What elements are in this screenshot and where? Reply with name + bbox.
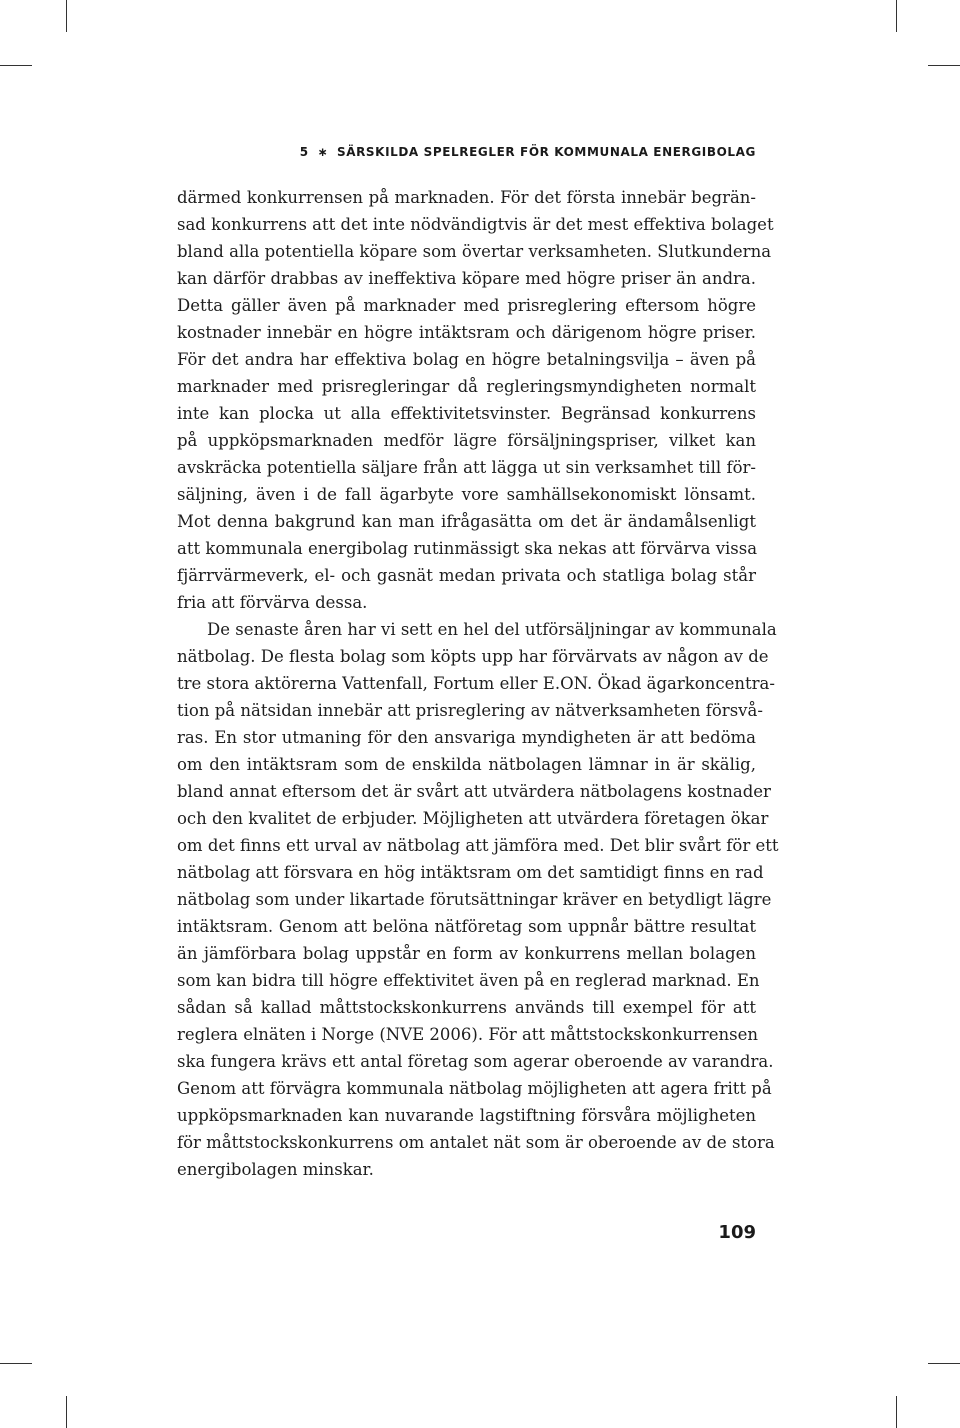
text-line: marknader med prisregleringar då regleringsmyndigheten normalt [177,377,756,396]
text-line: Mot denna bakgrund kan man ifrågasätta om det är ändamålsenligt [177,512,756,531]
text-line: inte kan plocka ut alla effektivitetsvinster. Begränsad konkurrens [177,404,756,423]
text-line: Genom att förvägra kommunala nätbolag möjligheten att agera fritt på [177,1079,772,1098]
text-line: Detta gäller även på marknader med prisreglering eftersom högre [177,296,756,315]
text-line: nätbolag. De flesta bolag som köpts upp har förvärvats av någon av de [177,647,769,666]
text-line: kan därför drabbas av ineffektiva köpare med högre priser än andra. [177,269,756,288]
crop-mark-top-right [896,0,897,32]
text-line: bland alla potentiella köpare som övertar verksamheten. Slutkunderna [177,242,772,261]
text-line: avskräcka potentiella säljare från att lägga ut sin verksamhet till för- [177,458,756,477]
separator-star: ∗ [317,145,329,159]
text-line: nätbolag som under likartade förutsättningar kräver en betydligt lägre [177,890,772,909]
text-line: De senaste åren har vi sett en hel del utförsäljningar av kommunala [207,620,777,639]
text-line: fjärrvärmeverk, el- och gasnät medan privata och statliga bolag står [177,566,756,585]
crop-mark-bottom-left-h [0,1363,32,1364]
crop-mark-top-left-h [0,65,32,66]
text-line: reglera elnäten i Norge (NVE 2006). För att måttstockskonkurrensen [177,1025,758,1044]
text-line: om den intäktsram som de enskilda nätbolagen lämnar in är skälig, [177,755,756,774]
text-line: på uppköpsmarknaden medför lägre försäljningspriser, vilket kan [177,431,756,450]
crop-mark-bottom-right-h [928,1363,960,1364]
text-line: att kommunala energibolag rutinmässigt ska nekas att förvärva vissa [177,539,758,558]
running-head [177,145,756,159]
text-line: och den kvalitet de erbjuder. Möjligheten att utvärdera företagen ökar [177,809,769,828]
text-line: kostnader innebär en högre intäktsram och därigenom högre priser. [177,323,756,342]
paragraph [177,184,774,616]
text-line: intäktsram. Genom att belöna nätföretag som uppnår bättre resultat [177,917,756,936]
body-text [177,184,779,1183]
text-line: nätbolag att försvara en hög intäktsram om det samtidigt finns en rad [177,863,764,882]
text-line: tre stora aktörerna Vattenfall, Fortum eller E.ON. Ökad ägarkoncentra- [177,674,775,693]
crop-mark-bottom-left [66,1396,67,1428]
text-line: sådan så kallad måttstockskonkurrens används till exempel för att [177,998,756,1017]
paragraph [177,616,779,1183]
text-line: för måttstockskonkurrens om antalet nät som är oberoende av de stora [177,1133,775,1152]
text-line: om det finns ett urval av nätbolag att jämföra med. Det blir svårt för ett [177,836,779,855]
text-line: som kan bidra till högre effektivitet även på en reglerad marknad. En [177,971,760,990]
text-line: säljning, även i de fall ägarbyte vore samhällsekonomiskt lönsamt. [177,485,756,504]
crop-mark-bottom-right [896,1396,897,1428]
text-line: än jämförbara bolag uppstår en form av konkurrens mellan bolagen [177,944,756,963]
text-line: fria att förvärva dessa. [177,593,368,612]
chapter-title: SÄRSKILDA SPELREGLER FÖR KOMMUNALA ENERGIBOLAG [336,145,756,159]
text-line: ras. En stor utmaning för den ansvariga myndigheten är att bedöma [177,728,756,747]
crop-mark-top-left [66,0,67,32]
text-line: därmed konkurrensen på marknaden. För det första innebär begrän- [177,188,756,207]
page-number: 109 [718,1222,756,1243]
text-line: För det andra har effektiva bolag en högre betalningsvilja – även på [177,350,756,369]
text-line: ska fungera krävs ett antal företag som agerar oberoende av varandra. [177,1052,774,1071]
text-line: bland annat eftersom det är svårt att utvärdera nätbolagens kostnader [177,782,771,801]
text-line: energibolagen minskar. [177,1160,374,1179]
crop-mark-top-right-h [928,65,960,66]
text-line: tion på nätsidan innebär att prisreglering av nätverksamheten försvå- [177,701,763,720]
chapter-number: 5 [299,145,309,159]
text-line: sad konkurrens att det inte nödvändigtvis är det mest effektiva bolaget [177,215,774,234]
text-line: uppköpsmarknaden kan nuvarande lagstiftning försvåra möjligheten [177,1106,756,1125]
